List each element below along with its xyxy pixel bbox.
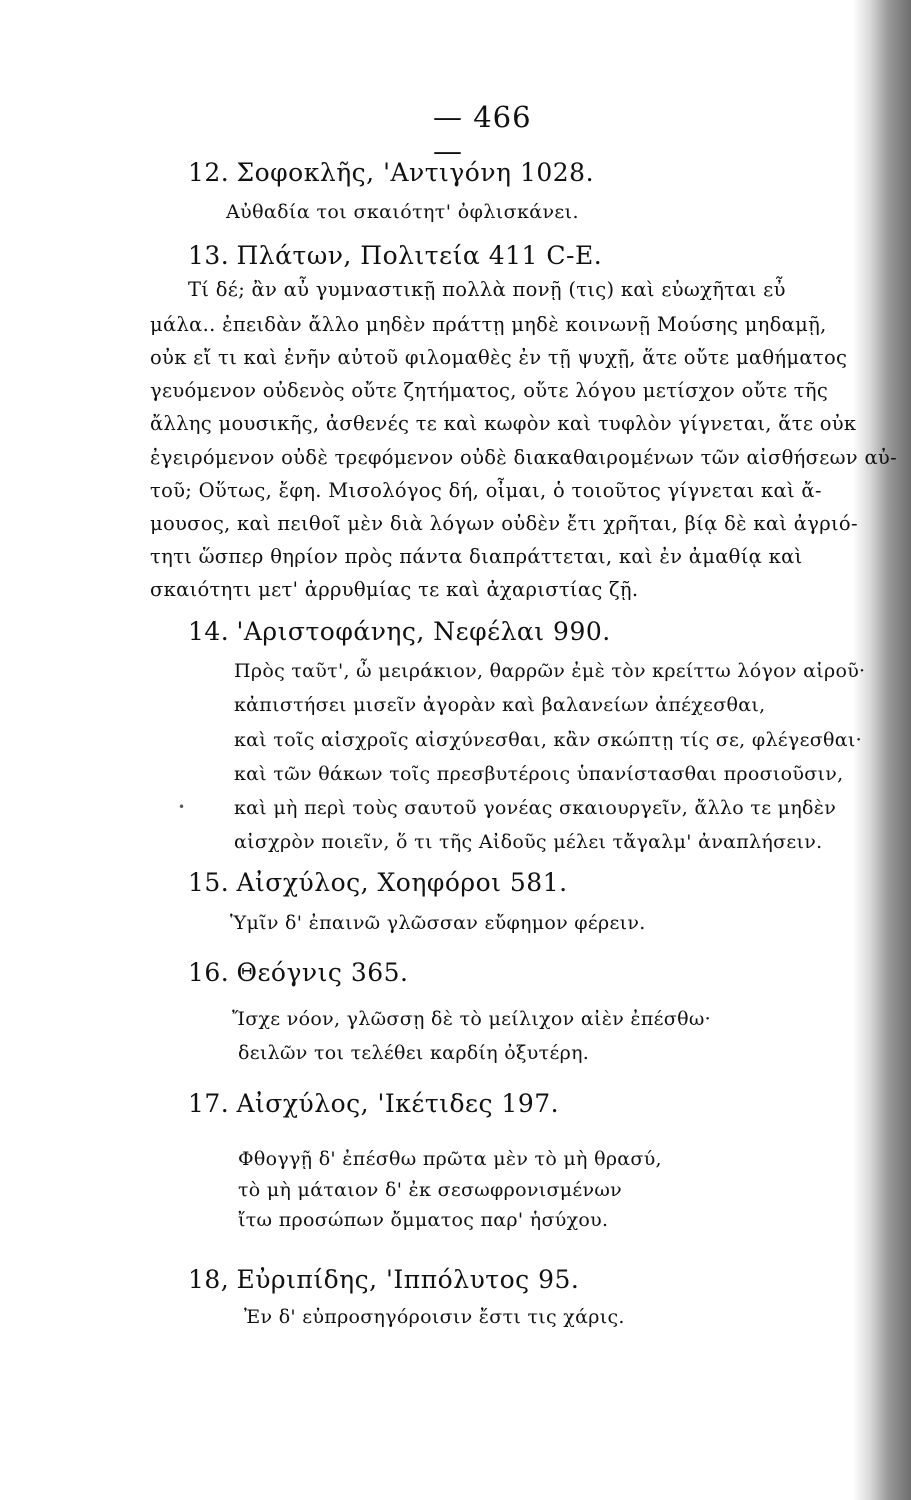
section-13-heading	[188, 241, 602, 270]
section-title: Αἰσχύλος, Χοηφόροι 581.	[236, 868, 568, 897]
margin-mark: •	[178, 800, 186, 814]
section-title: Αἰσχύλος, 'Ικέτιδες 197.	[236, 1089, 560, 1118]
section-number: 16.	[188, 958, 230, 987]
verse-line: Ἐν δ' εὐπροσηγόροισιν ἔστι τις χάρις.	[244, 1306, 625, 1328]
verse-line: Ἴσχε νόον, γλῶσσῃ δὲ τὸ μείλιχον αἰὲν ἐπέσθω·	[232, 1008, 711, 1030]
section-number: 13.	[188, 241, 230, 270]
verse-line: δειλῶν τοι τελέθει καρδίη ὀξυτέρη.	[238, 1042, 590, 1064]
page-number: — 466 —	[433, 100, 532, 168]
verse-line: Φθογγῇ δ' ἐπέσθω πρῶτα μὲν τὸ μὴ θρασύ,	[238, 1148, 662, 1170]
section-title: 'Αριστοφάνης, Νεφέλαι 990.	[236, 617, 611, 646]
section-18-heading	[188, 1265, 579, 1294]
prose-line: μουσος, καὶ πειθοῖ μὲν διὰ λόγων οὐδὲν ἔτι χρῆται, βίᾳ δὲ καὶ ἀγριό-	[150, 512, 858, 535]
section-number: 17.	[188, 1089, 230, 1118]
prose-line: τητι ὥσπερ θηρίον πρὸς πάντα διαπράττεται, καὶ ἐν ἀμαθίᾳ καὶ	[150, 545, 803, 568]
verse-line: καὶ μὴ περὶ τοὺς σαυτοῦ γονέας σκαιουργεῖν, ἄλλο τε μηδὲν	[234, 797, 837, 819]
section-title: Σοφοκλῆς, 'Αντιγόνη 1028.	[236, 158, 595, 187]
section-title: Θεόγνις 365.	[236, 958, 409, 987]
section-12-quote: Αὐθαδία τοι σκαιότητ' ὀφλισκάνει.	[226, 201, 579, 223]
section-16-heading	[188, 958, 409, 987]
section-15-heading	[188, 868, 568, 897]
section-14-heading	[188, 617, 611, 646]
prose-line: ἐγειρόμενον οὐδὲ τρεφόμενον οὐδὲ διακαθαιρομένων τῶν αἰσθήσεων αὐ-	[150, 446, 897, 469]
section-number: 18,	[188, 1265, 230, 1294]
verse-line: Ὑμῖν δ' ἐπαινῶ γλῶσσαν εὔφημον φέρειν.	[230, 912, 646, 934]
prose-line: οὐκ εἴ τι καὶ ἐνῆν αὐτοῦ φιλομαθὲς ἐν τῇ ψυχῇ, ἅτε οὔτε μαθήματος	[150, 346, 848, 369]
section-number: 12.	[188, 158, 230, 187]
verse-line: ἴτω προσώπων ὄμματος παρ' ἡσύχου.	[238, 1209, 609, 1231]
verse-line: καὶ τοῖς αἰσχροῖς αἰσχύνεσθαι, κἂν σκώπτῃ τίς σε, φλέγεσθαι·	[234, 729, 862, 751]
section-17-heading	[188, 1089, 559, 1118]
prose-line: Τί δέ; ἂν αὖ γυμναστικῇ πολλὰ πονῇ (τις) καὶ εὐωχῆται εὖ	[188, 278, 786, 301]
section-12-heading	[188, 158, 594, 187]
section-number: 15.	[188, 868, 230, 897]
verse-line: κἀπιστήσει μισεῖν ἀγορὰν καὶ βαλανείων ἀπέχεσθαι,	[234, 694, 766, 716]
section-title: Πλάτων, Πολιτεία 411 C-E.	[236, 241, 603, 270]
prose-line: τοῦ; Οὕτως, ἔφη. Μισολόγος δή, οἶμαι, ὁ τοιοῦτος γίγνεται καὶ ἄ-	[150, 479, 822, 502]
verse-line: Πρὸς ταῦτ', ὦ μειράκιον, θαρρῶν ἐμὲ τὸν κρείττω λόγον αἱροῦ·	[234, 660, 866, 682]
verse-line: αἰσχρὸν ποιεῖν, ὅ τι τῆς Αἰδοῦς μέλει τἄγαλμ' ἀναπλήσειν.	[234, 831, 823, 853]
prose-line: σκαιότητι μετ' ἀρρυθμίας τε καὶ ἀχαριστίας ζῇ.	[150, 578, 639, 601]
prose-line: γευόμενον οὐδενὸς οὔτε ζητήματος, οὔτε λόγου μετίσχον οὔτε τῆς	[150, 379, 829, 402]
verse-line: καὶ τῶν θάκων τοῖς πρεσβυτέροις ὑπανίστασθαι προσιοῦσιν,	[234, 763, 844, 785]
section-number: 14.	[188, 617, 230, 646]
verse-line: τὸ μὴ μάταιον δ' ἐκ σεσωφρονισμένων	[238, 1179, 623, 1201]
prose-line: ἄλλης μουσικῆς, ἀσθενές τε καὶ κωφὸν καὶ τυφλὸν γίγνεται, ἅτε οὐκ	[150, 412, 857, 435]
prose-line: μάλα.. ἐπειδὰν ἄλλο μηδὲν πράττῃ μηδὲ κοινωνῇ Μούσης μηδαμῇ,	[150, 313, 827, 336]
section-title: Εὐριπίδης, 'Ιππόλυτος 95.	[236, 1265, 580, 1294]
